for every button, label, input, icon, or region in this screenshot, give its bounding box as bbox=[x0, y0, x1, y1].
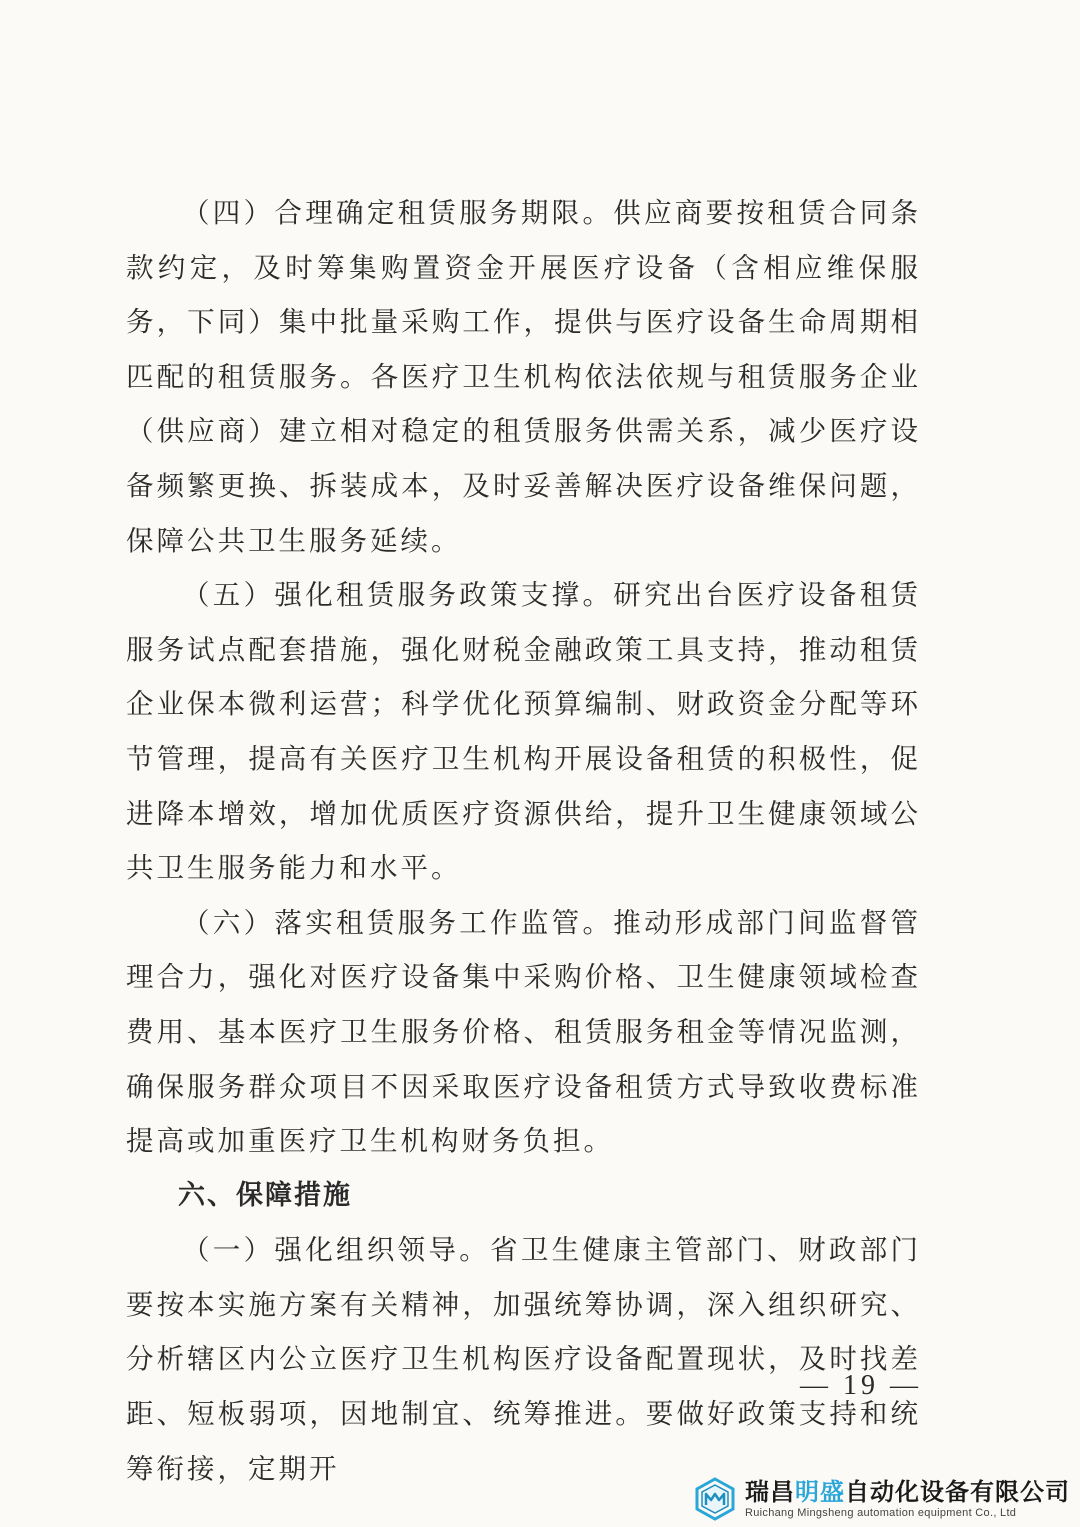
brand-watermark bbox=[693, 1477, 1070, 1521]
brand-name-part2: 自动化设备有限公司 bbox=[845, 1478, 1070, 1506]
section-heading: 六、保障措施 bbox=[178, 1179, 352, 1211]
page-number: — 19 — bbox=[800, 1370, 922, 1401]
brand-logo-icon bbox=[693, 1477, 737, 1521]
paragraph-text: 供应商要按租赁合同条款约定，及时筹集购置资金开展医疗设备（含相应维保服务，下同）集中批量采购工作，提供与医疗设备生命周期相匹配的租赁服务。各医疗卫生机构依法依规与租赁服务企业（供应商）建立相对稳定的租赁服务供需关系，减少医疗设备频繁更换、拆装成本，及时妥善解决医疗设备维保问题，保障公共卫生服务延续。 bbox=[126, 197, 922, 557]
brand-name-part1: 瑞昌 bbox=[745, 1478, 795, 1506]
brand-name bbox=[745, 1478, 1070, 1506]
brand-subtitle: Ruichang Mingsheng automation equipment Co., Ltd bbox=[745, 1507, 1017, 1519]
paragraph-lead: （六）落实租赁服务工作监管。 bbox=[182, 906, 614, 939]
paragraph-text: 推动形成部门间监督管理合力，强化对医疗设备集中采购价格、卫生健康领域检查费用、基本医疗卫生服务价格、租赁服务租金等情况监测，确保服务群众项目不因采取医疗设备租赁方式导致收费标准提高或加重医疗卫生机构财务负担。 bbox=[126, 906, 922, 1158]
paragraph-supervision bbox=[126, 896, 921, 1169]
brand-name-accent: 明盛 bbox=[795, 1478, 845, 1506]
paragraph-text: 省卫生健康主管部门、财政部门要按本实施方案有关精神，加强统筹协调，深入组织研究、分析辖区内公立医疗卫生机构医疗设备配置现状，及时找差距、短板弱项，因地制宜、统筹推进。要做好政策支持和统筹衔接，定期开 bbox=[126, 1234, 922, 1485]
paragraph-text: 研究出台医疗设备租赁服务试点配套措施，强化财税金融政策工具支持，推动租赁企业保本微利运营；科学优化预算编制、财政资金分配等环节管理，提高有关医疗卫生机构开展设备租赁的积极性，促进降本增效，增加优质医疗资源供给，提升卫生健康领域公共卫生服务能力和水平。 bbox=[126, 579, 922, 885]
paragraph-policy-support bbox=[126, 568, 921, 896]
paragraph-lease-term bbox=[126, 186, 921, 568]
paragraph-lead: （四）合理确定租赁服务期限。 bbox=[182, 197, 614, 229]
paragraph-leadership bbox=[126, 1223, 921, 1496]
paragraph-lead: （一）强化组织领导。 bbox=[182, 1234, 491, 1267]
brand-text bbox=[745, 1478, 1070, 1520]
paragraph-lead: （五）强化租赁服务政策支撑。 bbox=[182, 579, 614, 612]
document-body bbox=[126, 186, 921, 1496]
